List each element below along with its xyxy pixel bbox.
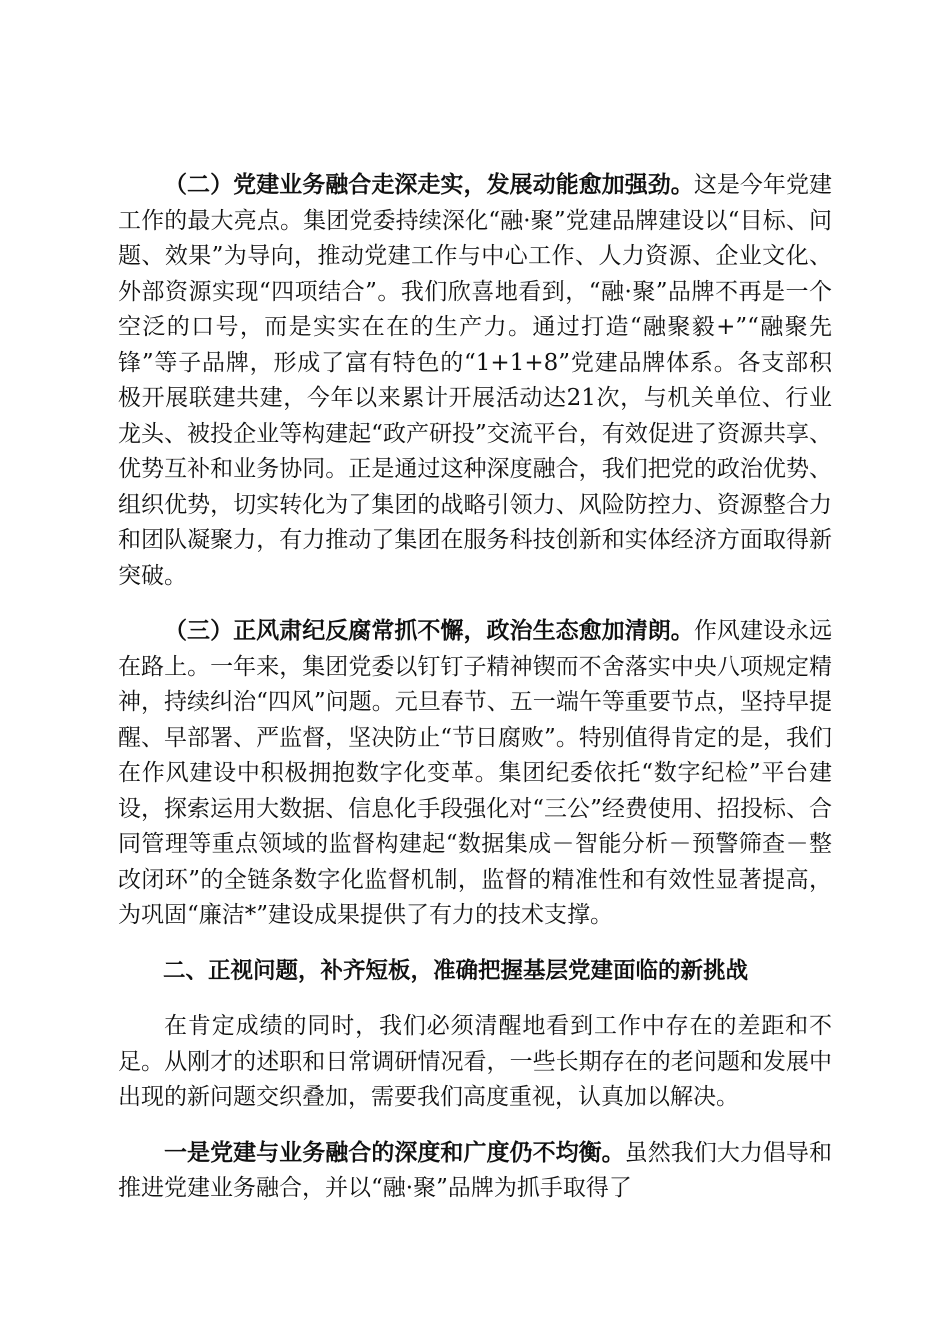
paragraph-lead: （二）党建业务融合走深走实，发展动能愈加强劲。 [164, 172, 694, 198]
paragraph-body: 虽然我们大力倡导和推进党建业务融合，并以“融·聚”品牌为抓手取得了 [118, 1139, 833, 1201]
paragraph-party-business-integration [118, 168, 832, 594]
paragraph-anti-corruption [118, 614, 832, 934]
paragraph-body: 作风建设永远在路上。一年来，集团党委以钉钉子精神锲而不舍落实中央八项规定精神，持续纠治“四风”问题。元旦春节、五一端午等重要节点，坚持早提醒、早部署、严监督，坚决防止“节日腐败”。特别值得肯定的是，我们在作风建设中积极拥抱数字化变革。集团纪委依托“数字纪检”平台建设，探索运用大数据、信息化手段强化对“三公”经费使用、招投标、合同管理等重点领域的监督构建起“数据集成－智能分析－预警筛查－整改闭环”的全链条数字化监督机制，监督的精准性和有效性显著提高，为巩固“廉洁*”建设成果提供了有力的技术支撑。 [118, 618, 833, 928]
section-heading: 二、正视问题，补齐短板，准确把握基层党建面临的新挑战 [163, 957, 749, 984]
paragraph-issue-one [118, 1136, 832, 1207]
paragraph-lead: （三）正风肃纪反腐常抓不懈，政治生态愈加清朗。 [164, 618, 694, 644]
document-page [118, 168, 832, 1227]
paragraph-body: 这是今年党建工作的最大亮点。集团党委持续深化“融·聚”党建品牌建设以“目标、问题、效果”为导向，推动党建工作与中心工作、人力资源、企业文化、外部资源实现“四项结合”。我们欣喜地看到，“融·聚”品牌不再是一个空泛的口号，而是实实在在的生产力。通过打造“融聚毅+”“融聚先锋”等子品牌，形成了富有特色的“1+1+8”党建品牌体系。各支部积极开展联建共建，今年以来累计开展活动达21次，与机关单位、行业龙头、被投企业等构建起“政产研投”交流平台，有效促进了资源共享、优势互补和业务协同。正是通过这种深度融合，我们把党的政治优势、组织优势，切实转化为了集团的战略引领力、风险防控力、资源整合力和团队凝聚力，有力推动了集团在服务科技创新和实体经济方面取得新突破。 [118, 172, 833, 589]
paragraph-lead: 一是党建与业务融合的深度和广度仍不均衡。 [164, 1139, 625, 1166]
paragraph-intro: 在肯定成绩的同时，我们必须清醒地看到工作中存在的差距和不足。从刚才的述职和日常调研情况看，一些长期存在的老问题和发展中出现的新问题交织叠加，需要我们高度重视，认真加以解决。 [118, 1013, 832, 1110]
